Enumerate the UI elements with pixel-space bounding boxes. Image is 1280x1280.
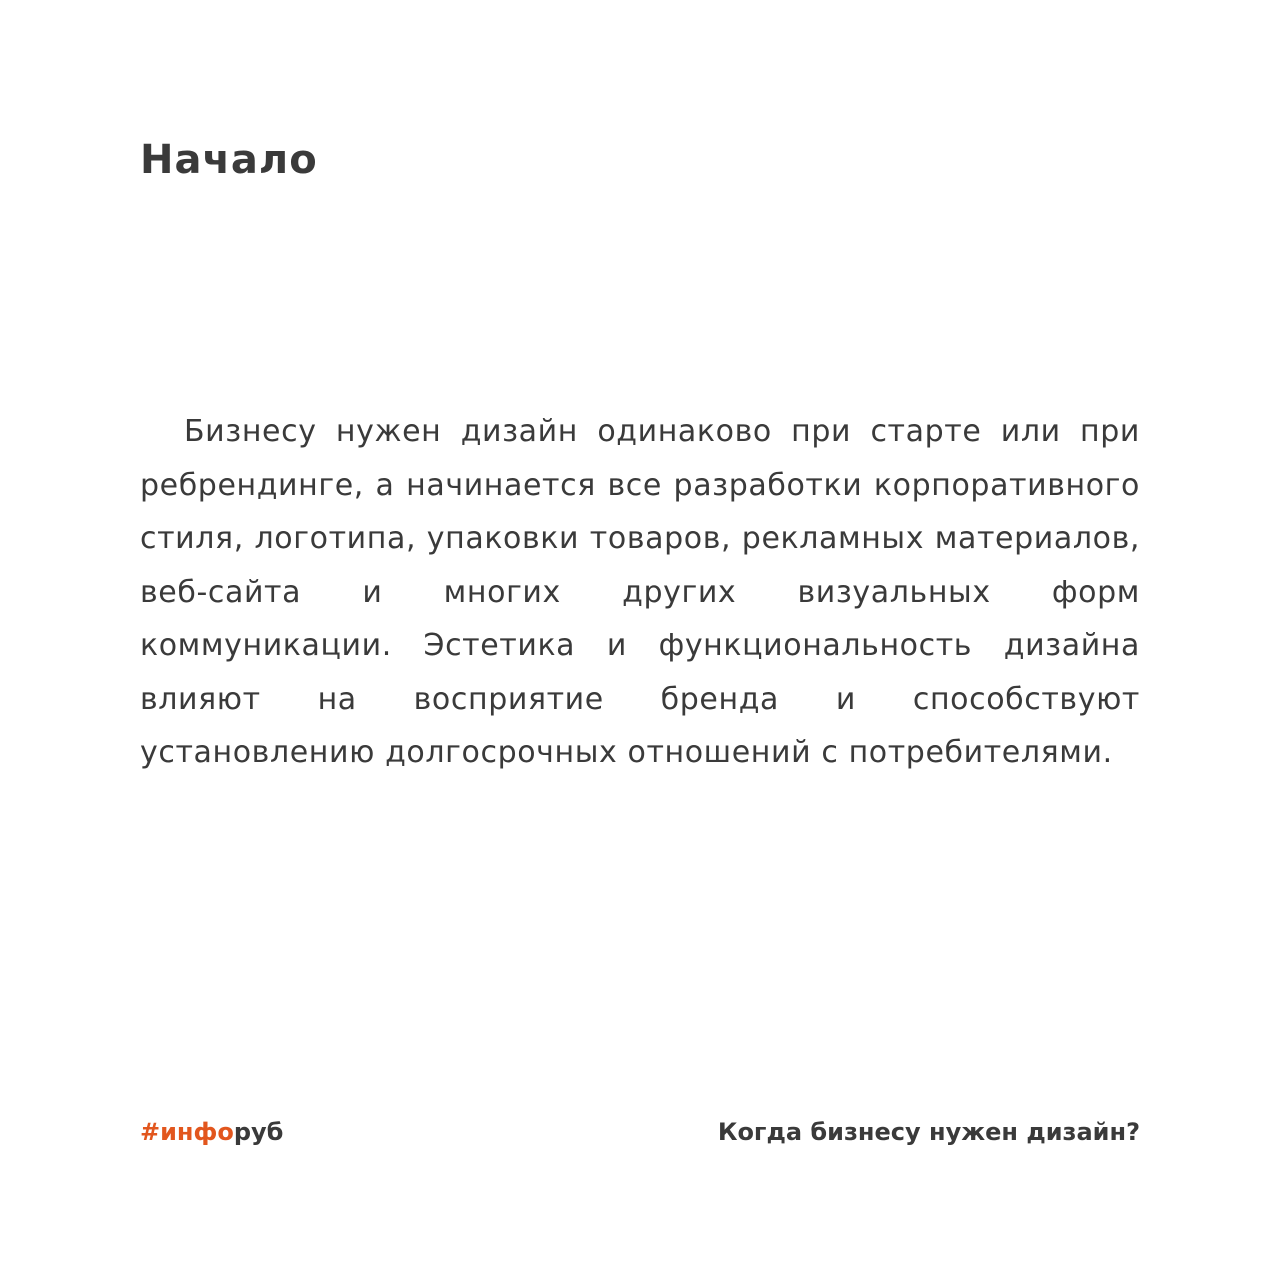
hashtag-rest: руб bbox=[233, 1118, 284, 1146]
hashtag-accent: #инфо bbox=[140, 1118, 234, 1146]
footer-topic: Когда бизнесу нужен дизайн? bbox=[717, 1118, 1140, 1146]
hashtag-logo bbox=[140, 1114, 283, 1150]
body-paragraph: Бизнесу нужен дизайн одинаково при старте или при ребрендинге, а начинается все разработки корпоративного стиля, логотипа, упаковки товаров, рекламных материалов, веб-сайта и многих других визуальных форм коммуникации. Эстетика и функциональность дизайна влияют на восприятие бренда и способствуют установлению долгосрочных отношений с потребителями. bbox=[140, 414, 1140, 770]
page-title: Начало bbox=[140, 137, 318, 183]
